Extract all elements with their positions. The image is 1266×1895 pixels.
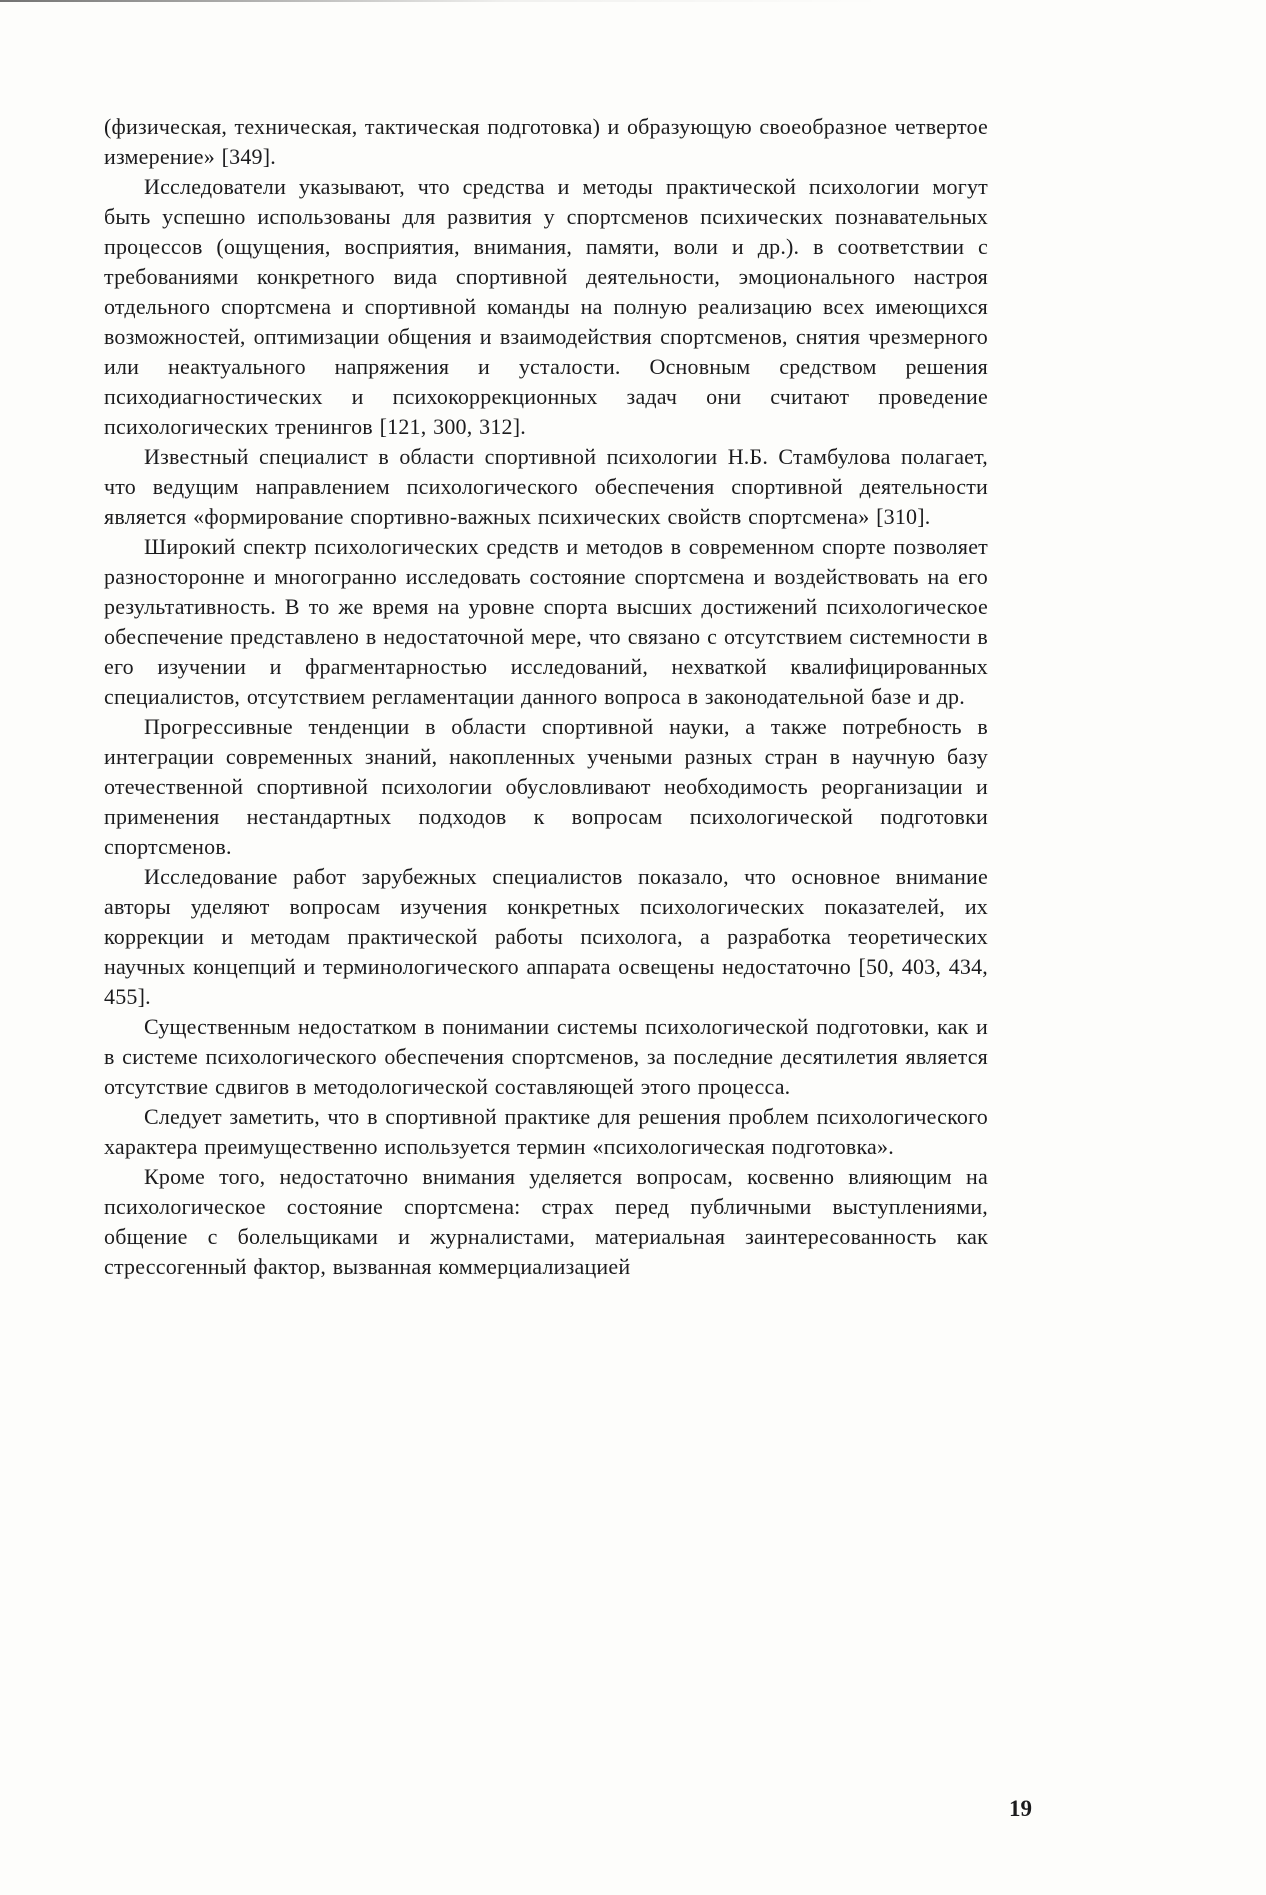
- paragraph-6: Исследование работ зарубежных специалистов показало, что основное внимание авторы уделяют вопросам изучения конкретных психологических показателей, их коррекции и методам практической работы психолога, а разработка теоретических научных концепций и терминологического аппарата освещены недостаточно [50, 403, 434, 455].: [104, 864, 988, 1009]
- paragraph-1: (физическая, техническая, тактическая подготовка) и образующую своеобразное четвертое измерение» [349].: [104, 114, 988, 169]
- page-number: 19: [1009, 1796, 1032, 1821]
- text-block: [104, 112, 988, 1282]
- paragraph-9: Кроме того, недостаточно внимания уделяется вопросам, косвенно влияющим на психологическое состояние спортсмена: страх перед публичными выступлениями, общение с болельщиками и журналистами, материальная заинтересованность как стрессогенный фактор, вызванная коммерциализацией: [104, 1164, 988, 1279]
- paragraph-5: Прогрессивные тенденции в области спортивной науки, а также потребность в интеграции современных знаний, накопленных учеными разных стран в научную базу отечественной спортивной психологии обусловливают необходимость реорганизации и применения нестандартных подходов к вопросам психологической подготовки спортсменов.: [104, 714, 988, 859]
- paragraph-4: Широкий спектр психологических средств и методов в современном спорте позволяет разносторонне и многогранно исследовать состояние спортсмена и воздействовать на его результативность. В то же время на уровне спорта высших достижений психологическое обеспечение представлено в недостаточной мере, что связано с отсутствием системности в его изучении и фрагментарностью исследований, нехваткой квалифицированных специалистов, отсутствием регламентации данного вопроса в законодательной базе и др.: [104, 534, 988, 709]
- paragraph-3: Известный специалист в области спортивной психологии Н.Б. Стамбулова полагает, что ведущим направлением психологического обеспечения спортивной деятельности является «формирование спортивно-важных психических свойств спортсмена» [310].: [104, 444, 988, 529]
- paragraph-8: Следует заметить, что в спортивной практике для решения проблем психологического характера преимущественно используется термин «психологическая подготовка».: [104, 1104, 988, 1159]
- paragraph-7: Существенным недостатком в понимании системы психологической подготовки, как и в системе психологического обеспечения спортсменов, за последние десятилетия является отсутствие сдвигов в методологической составляющей этого процесса.: [104, 1014, 988, 1099]
- scan-edge-artifact: [0, 0, 1266, 2]
- paragraph-2: Исследователи указывают, что средства и методы практической психологии могут быть успешно использованы для развития у спортсменов психических познавательных процессов (ощущения, восприятия, внимания, памяти, воли и др.). в соответствии с требованиями конкретного вида спортивной деятельности, эмоционального настроя отдельного спортсмена и спортивной команды на полную реализацию всех имеющихся возможностей, оптимизации общения и взаимодействия спортсменов, снятия чрезмерного или неактуального напряжения и усталости. Основным средством решения психодиагностических и психокоррекционных задач они считают проведение психологических тренингов [121, 300, 312].: [104, 174, 988, 439]
